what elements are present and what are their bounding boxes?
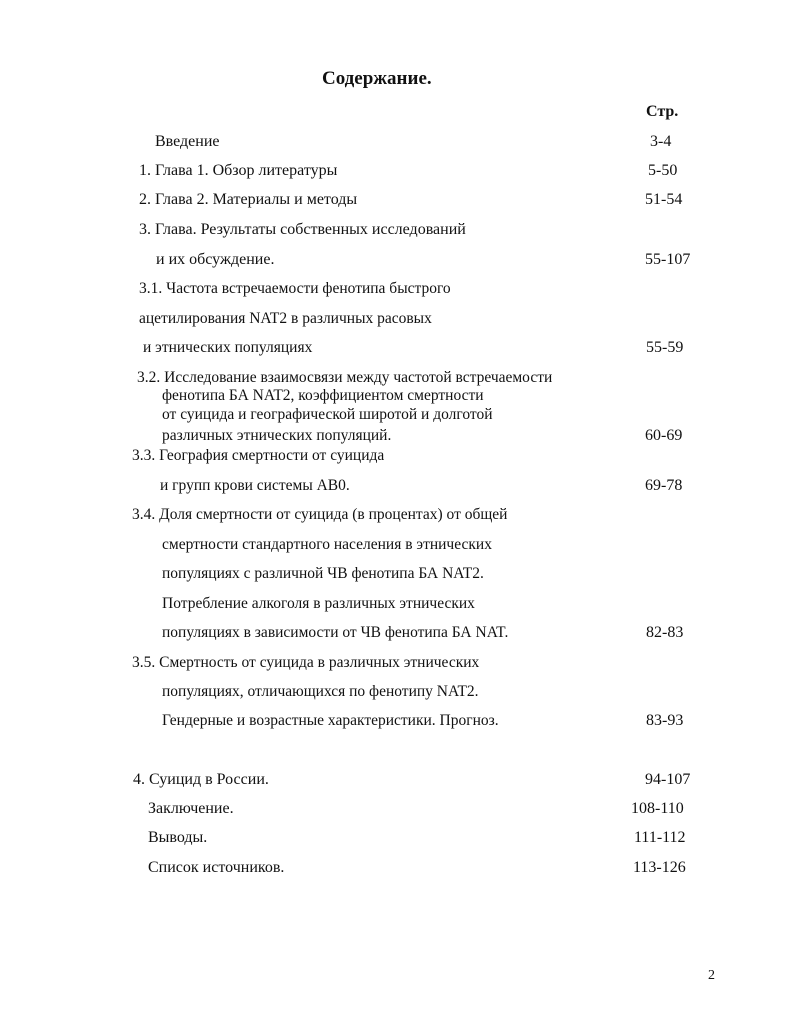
toc-entry-section-3-2-cont: от суицида и географической широтой и долготой [162, 406, 493, 423]
toc-page-section-3-4: 82-83 [646, 624, 684, 641]
toc-entry-section-3-1-cont: ацетилирования NAT2 в различных расовых [139, 310, 432, 327]
toc-entry-section-3-4-cont: популяциях в зависимости от ЧВ фенотипа БА NAT. [162, 624, 509, 641]
toc-entry-chapter-1: 1. Глава 1. Обзор литературы [139, 162, 338, 179]
toc-entry-section-3-4-cont: смертности стандартного населения в этнических [162, 536, 492, 553]
toc-entry-section-3-5-cont: популяциях, отличающихся по фенотипу NAT2. [162, 683, 479, 700]
toc-entry-chapter-2: 2. Глава 2. Материалы и методы [139, 191, 358, 208]
toc-entry-conclusion: Заключение. [148, 800, 234, 817]
toc-entry-chapter-4: 4. Суицид в России. [133, 771, 269, 788]
toc-page-section-3-1: 55-59 [646, 339, 684, 356]
toc-entry-chapter-3: 3. Глава. Результаты собственных исследований [139, 221, 466, 238]
toc-page-chapter-4: 94-107 [645, 771, 691, 788]
toc-entry-chapter-3-cont: и их обсуждение. [156, 251, 275, 268]
toc-page-references: 113-126 [633, 859, 686, 876]
toc-entry-section-3-2-cont: фенотипа БА NAT2, коэффициентом смертности [162, 387, 484, 404]
toc-entry-section-3-1: 3.1. Частота встречаемости фенотипа быстрого [139, 280, 451, 297]
toc-entry-section-3-4: 3.4. Доля смертности от суицида (в процентах) от общей [132, 506, 508, 523]
toc-page-chapter-2: 51-54 [645, 191, 683, 208]
toc-page-chapter-1: 5-50 [648, 162, 678, 179]
page-title: Содержание. [322, 68, 432, 89]
toc-entry-section-3-4-cont: популяциях с различной ЧВ фенотипа БА NAT2. [162, 565, 484, 582]
toc-entry-references: Список источников. [148, 859, 285, 876]
toc-page-section-3-3: 69-78 [645, 477, 683, 494]
toc-entry-section-3-1-cont: и этнических популяциях [143, 339, 313, 356]
toc-entry-section-3-2: 3.2. Исследование взаимосвязи между частотой встречаемости [137, 369, 553, 386]
toc-entry-section-3-5-cont: Гендерные и возрастные характеристики. Прогноз. [162, 712, 499, 729]
page-number: 2 [708, 968, 715, 983]
toc-entry-findings: Выводы. [148, 829, 208, 846]
toc-entry-section-3-5: 3.5. Смертность от суицида в различных этнических [132, 654, 480, 671]
toc-entry-section-3-3: 3.3. География смертности от суицида [132, 447, 385, 464]
toc-page-chapter-3: 55-107 [645, 251, 691, 268]
toc-page-section-3-2: 60-69 [645, 427, 683, 444]
toc-entry-section-3-3-cont: и групп крови системы АВ0. [160, 477, 350, 494]
toc-page-conclusion: 108-110 [631, 800, 684, 817]
toc-page-section-3-5: 83-93 [646, 712, 684, 729]
toc-entry-section-3-4-cont: Потребление алкоголя в различных этнических [162, 595, 475, 612]
toc-page-intro: 3-4 [650, 133, 672, 150]
toc-entry-intro: Введение [155, 133, 220, 150]
toc-entry-section-3-2-cont: различных этнических популяций. [162, 427, 392, 444]
toc-page-findings: 111-112 [634, 829, 686, 846]
page-column-header: Стр. [646, 103, 679, 120]
